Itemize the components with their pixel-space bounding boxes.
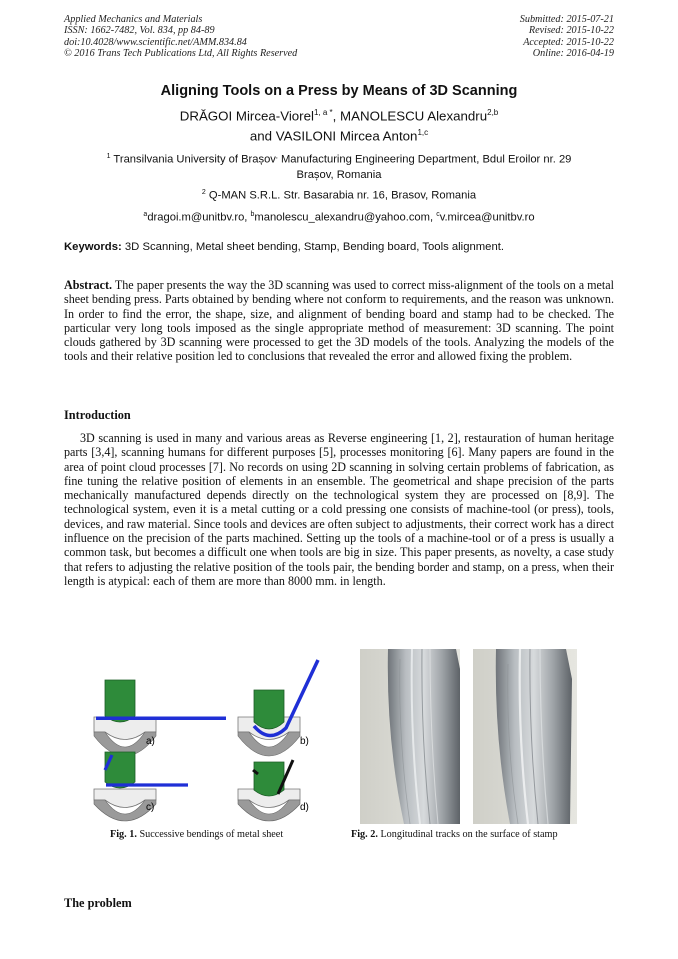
author-1: DRĂGOI Mircea-Viorel — [179, 108, 314, 124]
abstract-label: Abstract. — [64, 278, 113, 292]
email-b[interactable]: manolescu_alexandru@yahoo.com, — [254, 211, 437, 224]
fig1-panel-c — [94, 752, 188, 821]
submitted-date: Submitted: 2015-07-21 — [519, 14, 614, 25]
introduction-text: 3D scanning is used in many and various areas as Reverse engineering [1, 2], restauration of human heritage parts [3,4], scanning humans for different purposes [5], processes monitoring [6]. Many papers are found in the area of point cloud processes [7]. No records on using 2D scanning in solving certain problems of fabrication, as fine tuning the relative position of elements in an ensemble. The geometrical and shape precision of the parts mechanically manufactured depends directly on the technological system they are processed on [8,9]. The technological system, even it is a metal cutting or a cold pressing one consists of machine-tool (or press), tools, devices, and raw material. Since tools and devices are often subject to adjustments, their correct work has a direct influence on the precision of the parts machined. Setting up the tools of a machine-tool or of a press is usually a common task, but becomes a difficult one when tools are big in size. This paper presents, as novelty, a case study that refers to adjusting the relative position of the tools pair, the bending border and stamp, on a press, when their length is atypical: each of them are more than 8000 mm. in length. — [64, 431, 614, 588]
figure-1 — [88, 652, 328, 822]
affiliation-1-city: Brașov, Romania — [296, 168, 382, 181]
revised-date: Revised: 2015-10-22 — [528, 25, 614, 37]
abstract-text: The paper presents the way the 3D scanning was used to correct miss-alignment of the tools on a metal sheet bending press. Parts obtained by bending where not conform to requirements, and the reason was unknown. In order to find the error, the shape, size, and alignment of bending board and stamp had to be checked. The particular very long tools imposed as the single appropriate method of measurement: 3D scanning. The point clouds gathered by 3D scanning were processed to get the 3D models of the tools. Analyzing the models of the tools and their relative position led to conclusions that revealed the error and allowed fixing the problem. — [64, 278, 614, 364]
figure-2 — [360, 649, 577, 824]
figure-2-caption — [351, 829, 558, 840]
fig1-label-d: d) — [300, 802, 309, 813]
figure-2-caption-label: Fig. 2. — [351, 829, 378, 840]
fig2-photo-left — [360, 649, 460, 824]
author-separator: , — [332, 108, 341, 124]
keywords — [64, 241, 624, 253]
journal-doi: doi:10.4028/www.scientific.net/AMM.834.84 — [64, 36, 247, 48]
fig1-label-c: c) — [146, 802, 155, 813]
fig1-label-b: b) — [300, 736, 309, 747]
email-c-marker: c — [436, 211, 440, 218]
author-list — [0, 104, 678, 145]
affiliation-2-number: 2 — [201, 189, 206, 196]
paper-title: Aligning Tools on a Press by Means of 3D Scanning — [160, 83, 518, 99]
affiliation-1-number: 1 — [106, 153, 111, 160]
keywords-label: Keywords: — [64, 241, 122, 253]
figure-1-caption-text: Successive bendings of metal sheet — [136, 829, 284, 840]
accepted-date: Accepted: 2015-10-22 — [523, 36, 614, 48]
figure-1-caption — [110, 829, 283, 840]
abstract — [64, 278, 614, 364]
author-2: MANOLESCU Alexandru — [340, 108, 488, 124]
journal-copyright: © 2016 Trans Tech Publications Ltd, All Rights Reserved — [64, 47, 298, 59]
introduction-heading: Introduction — [64, 408, 131, 422]
author-3-affil: 1,c — [417, 128, 429, 138]
fig1-panel-a — [94, 680, 226, 756]
section-problem-heading: The problem — [64, 896, 132, 910]
email-a[interactable]: dragoi.m@unitbv.ro, — [147, 211, 251, 224]
email-list — [64, 207, 614, 226]
fig1-label-a: a) — [146, 736, 155, 747]
keywords-text: 3D Scanning, Metal sheet bending, Stamp, Bending board, Tools alignment. — [121, 241, 505, 253]
affiliation-2 — [64, 185, 614, 204]
journal-info — [64, 14, 297, 59]
figure-1-caption-label: Fig. 1. — [110, 829, 137, 840]
fig2-photo-right — [473, 649, 577, 824]
journal-issn: ISSN: 1662-7482, Vol. 834, pp 84-89 — [64, 25, 215, 37]
affiliation-2-text: Q-MAN S.R.L. Str. Basarabia nr. 16, Brasov, Romania — [205, 189, 477, 202]
affiliation-1-department: Manufacturing Engineering Department, Bdul Eroilor nr. 29 — [277, 153, 572, 166]
figure-2-caption-text: Longitudinal tracks on the surface of stamp — [377, 829, 558, 840]
email-a-marker: a — [143, 211, 148, 218]
online-date: Online: 2016-04-19 — [532, 47, 614, 59]
author-3: VASILONI Mircea Anton — [275, 128, 418, 144]
email-b-marker: b — [250, 211, 255, 218]
affiliation-1-comma: , — [275, 153, 278, 160]
affiliation-1-university: Transilvania University of Brașov — [110, 153, 276, 166]
author-2-affil: 2,b — [487, 108, 499, 117]
author-1-affil: 1, a * — [313, 108, 333, 117]
author-conjunction: and — [249, 128, 276, 144]
email-c[interactable]: v.mircea@unitbv.ro — [439, 211, 535, 224]
affiliation-1 — [64, 149, 614, 183]
journal-name: Applied Mechanics and Materials — [64, 14, 203, 25]
fig1-panel-d — [238, 760, 300, 821]
submission-dates — [520, 14, 614, 59]
